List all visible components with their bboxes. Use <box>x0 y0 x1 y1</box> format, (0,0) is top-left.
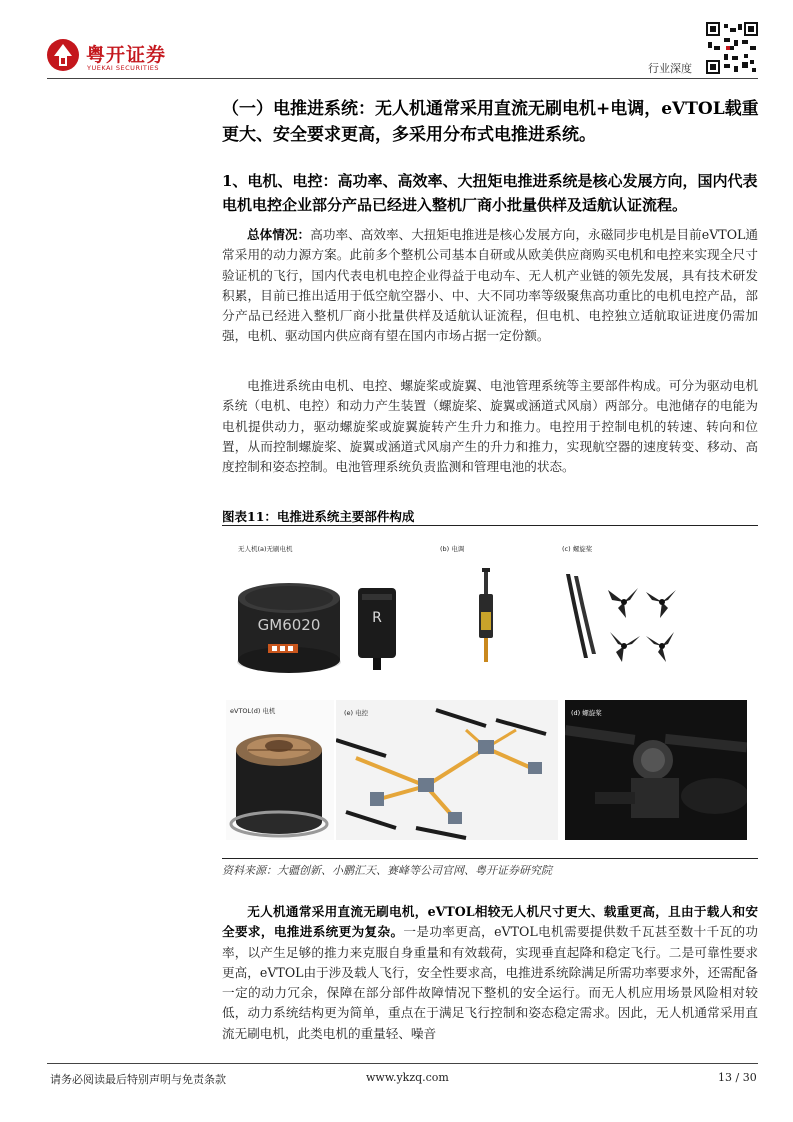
figure-panel-evtol-motor <box>226 700 334 840</box>
evtol-esc-image <box>336 700 558 840</box>
panel-label: (b) 电调 <box>440 545 465 553</box>
figure-title: 图表11：电推进系统主要部件构成 <box>222 509 415 524</box>
paragraph-components <box>222 376 758 477</box>
paragraph-text: 电推进系统由电机、电控、螺旋桨或旋翼、电池管理系统等主要部件构成。可分为驱动电机系统（电机、电控）和动力产生装置（螺旋桨、旋翼或涵道式风扇）两部分。电池储存的电能为电机提供动力，驱动螺旋桨或旋翼旋转产生升力和推力。电控用于控制电机的转速、转向和位置，从而控制螺旋桨、旋翼或涵道式风扇产生的升力和推力，实现航空器的速度转变、移动、高度控制和姿态控制。电池管理系统负责监测和管理电池的状态。 <box>222 378 758 475</box>
page-number: 13 / 30 <box>718 1071 757 1084</box>
paragraph-text: 一是功率更高，eVTOL电机需要提供数千瓦甚至数十千瓦的功率，以产生足够的推力来克服自身重量和有效载荷，实现垂直起降和稳定飞行。二是可靠性要求更高，eVTOL由于涉及载人飞行，安全性要求高，电推进系统除满足所需功率要求外，还需配备一定的动力冗余，保障在部分部件故障情况下整机的安全运行。而无人机应用场景风险相对较低，动力系统结构更为简单，重点在于满足飞行控制和姿态稳定需求。因此，无人机通常采用直流无刷电机，此类电机的重量轻、噪音 <box>222 924 759 1041</box>
panel-label: (d) 螺旋桨 <box>571 709 602 717</box>
evtol-motor-image <box>226 716 334 840</box>
paragraph-text: 高功率、高效率、大扭矩电推进是核心发展方向，永磁同步电机是目前eVTOL通常采用的动力源方案。此前多个整机公司基本自研或从欧美供应商购买电机和电控来实现全尺寸验证机的飞行，国内代表电机电控企业得益于电动车、无人机产业链的领先发展，具有技术研发积累，目前已推出适用于低空航空器小、中、大不同功率等级聚焦高功重比的电机电控产品，部分产品已经进入整机厂商小批量供样及适航认证流程，但电机、电控独立适航取证进度仍需加强，电机、驱动国内供应商有望在国内市场占据一定份额。 <box>222 227 759 344</box>
report-type-label: 行业深度 <box>648 62 692 75</box>
panel-label: (c) 螺旋桨 <box>562 545 593 553</box>
paragraph-lead: 总体情况： <box>247 227 311 242</box>
company-logo <box>46 36 186 76</box>
figure-source: 资料来源：大疆创新、小鹏汇天、赛峰等公司官网、粤开证券研究院 <box>222 864 552 877</box>
paragraph-overview <box>222 225 758 347</box>
motor-model-text: GM6020 <box>257 616 321 634</box>
esc-image <box>340 554 520 680</box>
sub-title: 1、电机、电控：高功率、高效率、大扭矩电推进系统是核心发展方向，国内代表电机电控企业部分产品已经进入整机厂商小批量供样及适航认证流程。 <box>222 172 758 214</box>
paragraph-comparison <box>222 902 758 1044</box>
figure-top-rule <box>222 525 758 526</box>
logo-mark-icon <box>46 38 80 72</box>
figure-bottom-rule <box>222 858 758 859</box>
svg-text:R: R <box>372 610 382 626</box>
footer-disclaimer: 请务必阅读最后特别声明与免责条款 <box>50 1073 226 1086</box>
logo-text-cn: 粤开证券 <box>86 44 167 66</box>
panel-label: 无人机(a)无刷电机 <box>238 545 293 553</box>
figure-panel-drone-propeller <box>548 540 698 680</box>
figure-panel-evtol-esc <box>336 700 558 840</box>
panel-label: (e) 电控 <box>344 709 369 717</box>
figure-panel-evtol-propeller <box>565 700 747 840</box>
evtol-propeller-image <box>565 700 747 840</box>
footer-divider <box>47 1063 758 1064</box>
footer-website: www.ykzq.com <box>366 1071 449 1084</box>
section-title: （一）电推进系统：无人机通常采用直流无刷电机+电调，eVTOL载重更大、安全要求更高，多采用分布式电推进系统。 <box>222 99 759 145</box>
propeller-image <box>548 554 698 680</box>
qr-code-icon <box>706 22 758 74</box>
logo-text-en: YUEKAI SECURITIES <box>87 64 159 72</box>
header-divider <box>47 78 758 79</box>
figure-panel-esc <box>340 540 465 680</box>
paragraph-lead: 无人机通常采用直流无刷电机，eVTOL相较无人机尺寸更大、载重更高，且由于载人和安全要求，电推进系统更为复杂。 <box>222 904 758 940</box>
panel-label: eVTOL(d) 电机 <box>230 707 276 715</box>
